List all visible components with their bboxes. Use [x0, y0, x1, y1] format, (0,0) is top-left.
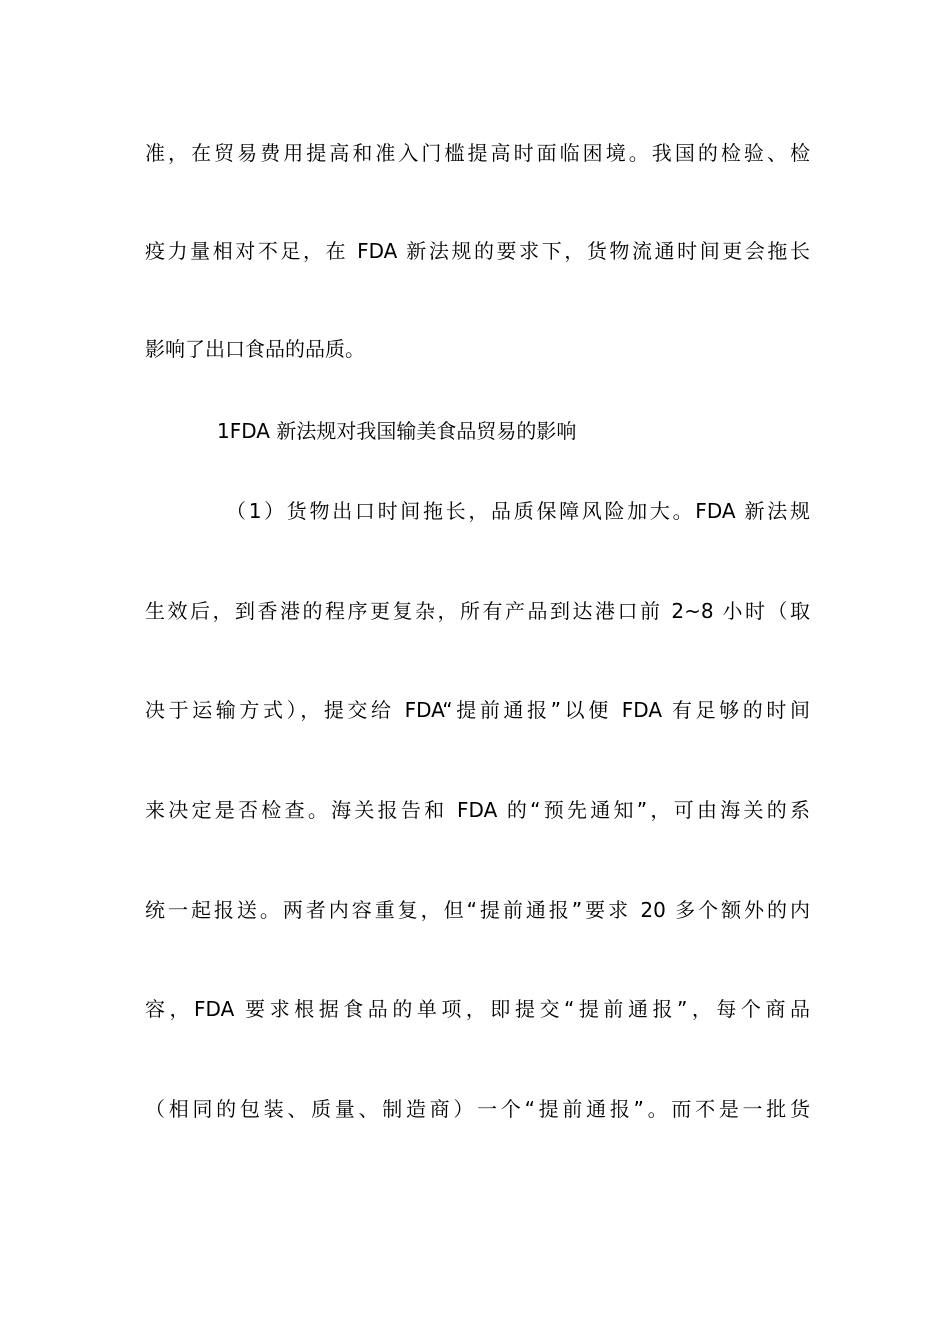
paragraph-line: （相同的包装、质量、制造商）一个“提前通报”。而不是一批货: [145, 1097, 810, 1121]
paragraph-line: 容，FDA 要求根据食品的单项，即提交“提前通报”，每个商品: [145, 997, 810, 1021]
paragraph-line: 生效后，到香港的程序更复杂，所有产品到达港口前 2~8 小时（取: [145, 599, 810, 623]
paragraph-line: 准，在贸易费用提高和准入门槛提高时面临困境。我国的检验、检: [145, 141, 810, 165]
paragraph-line: 决于运输方式），提交给 FDA“提前通报”以便 FDA 有足够的时间: [145, 698, 810, 722]
paragraph-line: 来决定是否检查。海关报告和 FDA 的“预先通知”，可由海关的系: [145, 798, 810, 822]
paragraph-line: 疫力量相对不足，在 FDA 新法规的要求下，货物流通时间更会拖长: [145, 239, 810, 263]
paragraph-line: （1）货物出口时间拖长，品质保障风险加大。FDA 新法规: [226, 499, 810, 523]
section-heading: 1FDA 新法规对我国输美食品贸易的影响: [217, 419, 577, 443]
paragraph-line: 统一起报送。两者内容重复，但“提前通报”要求 20 多个额外的内: [145, 898, 810, 922]
paragraph-line: 影响了出口食品的品质。: [145, 337, 365, 361]
